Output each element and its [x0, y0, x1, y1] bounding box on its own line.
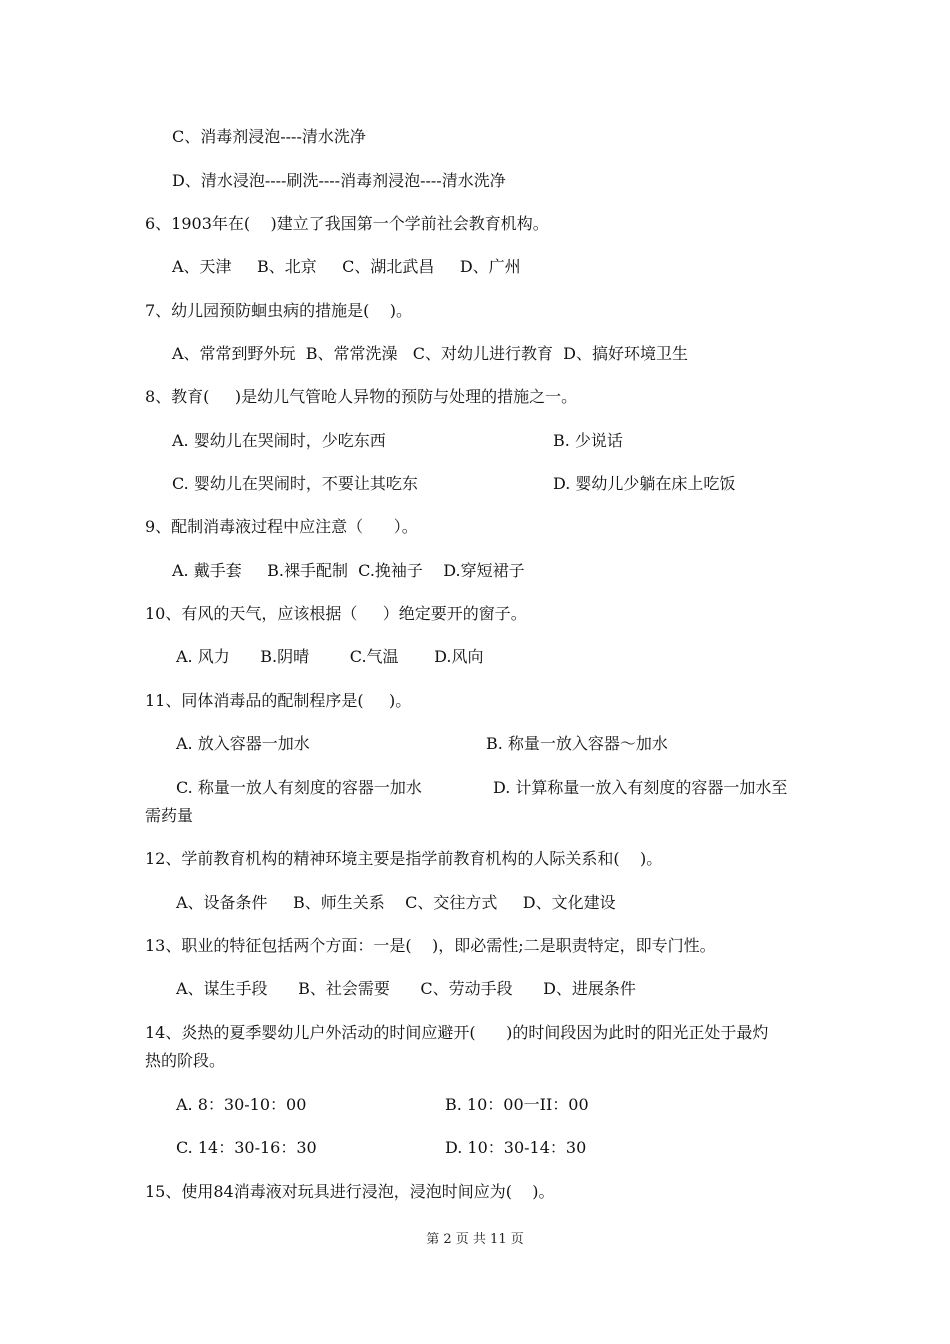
question-14: 14、炎热的夏季婴幼儿户外活动的时间应避开( )的时间段因为此时的阳光正处于最灼: [145, 1023, 769, 1042]
option-line: D、清水浸泡----刷洗----消毒剂浸泡----清水洗净: [172, 171, 506, 190]
question-14-continued: 热的阶段。: [145, 1051, 226, 1070]
question-8: 8、教育( )是幼儿气管呛人异物的预防与处理的措施之一。: [145, 387, 578, 406]
question-8-option-d: D. 婴幼儿少躺在床上吃饭: [553, 474, 736, 493]
question-10-options: A. 风力 B.阴晴 C.气温 D.风向: [176, 647, 484, 666]
question-11: 11、同体消毒品的配制程序是( )。: [145, 691, 412, 710]
question-7-options: A、常常到野外玩 B、常常洗澡 C、对幼儿进行教育 D、搞好环境卫生: [172, 344, 688, 363]
question-6-options: A、天津 B、北京 C、湖北武昌 D、广州: [172, 257, 521, 276]
question-14-option-a: A. 8：30-10：00: [176, 1095, 307, 1114]
question-7: 7、幼儿园预防蛔虫病的措施是( )。: [145, 301, 413, 320]
question-12-options: A、设备条件 B、师生关系 C、交往方式 D、文化建设: [176, 893, 616, 912]
question-8-option-a: A. 婴幼儿在哭闹时，少吃东西: [172, 431, 386, 450]
question-8-option-b: B. 少说话: [553, 431, 623, 450]
question-11-option-a: A. 放入容器一加水: [176, 734, 310, 753]
question-14-option-c: C. 14：30-16：30: [176, 1138, 317, 1157]
question-14-option-b: B. 10：00一II：00: [445, 1095, 589, 1114]
question-11-option-b: B. 称量一放入容器～加水: [486, 734, 668, 753]
question-8-option-c: C. 婴幼儿在哭闹时，不要让其吃东: [172, 474, 418, 493]
question-14-option-d: D. 10：30-14：30: [445, 1138, 587, 1157]
question-9-options: A. 戴手套 B.裸手配制 C.挽袖子 D.穿短裙子: [172, 561, 525, 580]
question-15: 15、使用84消毒液对玩具进行浸泡，浸泡时间应为( )。: [145, 1182, 555, 1201]
question-11-option-c: C. 称量一放人有刻度的容器一加水: [176, 778, 422, 797]
question-6: 6、1903年在( )建立了我国第一个学前社会教育机构。: [145, 214, 549, 233]
option-line: C、消毒剂浸泡----清水洗净: [172, 127, 366, 146]
question-9: 9、配制消毒液过程中应注意（ ）。: [145, 517, 418, 536]
question-12: 12、学前教育机构的精神环境主要是指学前教育机构的人际关系和( )。: [145, 849, 663, 868]
question-13: 13、职业的特征包括两个方面：一是( )，即必需性;二是职责特定，即专门性。: [145, 936, 716, 955]
question-10: 10、有风的天气，应该根据（ ）绝定要开的窗子。: [145, 604, 527, 623]
page-footer: 第 2 页 共 11 页: [426, 1232, 524, 1247]
question-11-option-d-continued: 需药量: [145, 806, 194, 825]
question-11-option-d: D. 计算称量一放入有刻度的容器一加水至: [493, 778, 788, 797]
question-13-options: A、谋生手段 B、社会需要 C、劳动手段 D、进展条件: [176, 979, 636, 998]
